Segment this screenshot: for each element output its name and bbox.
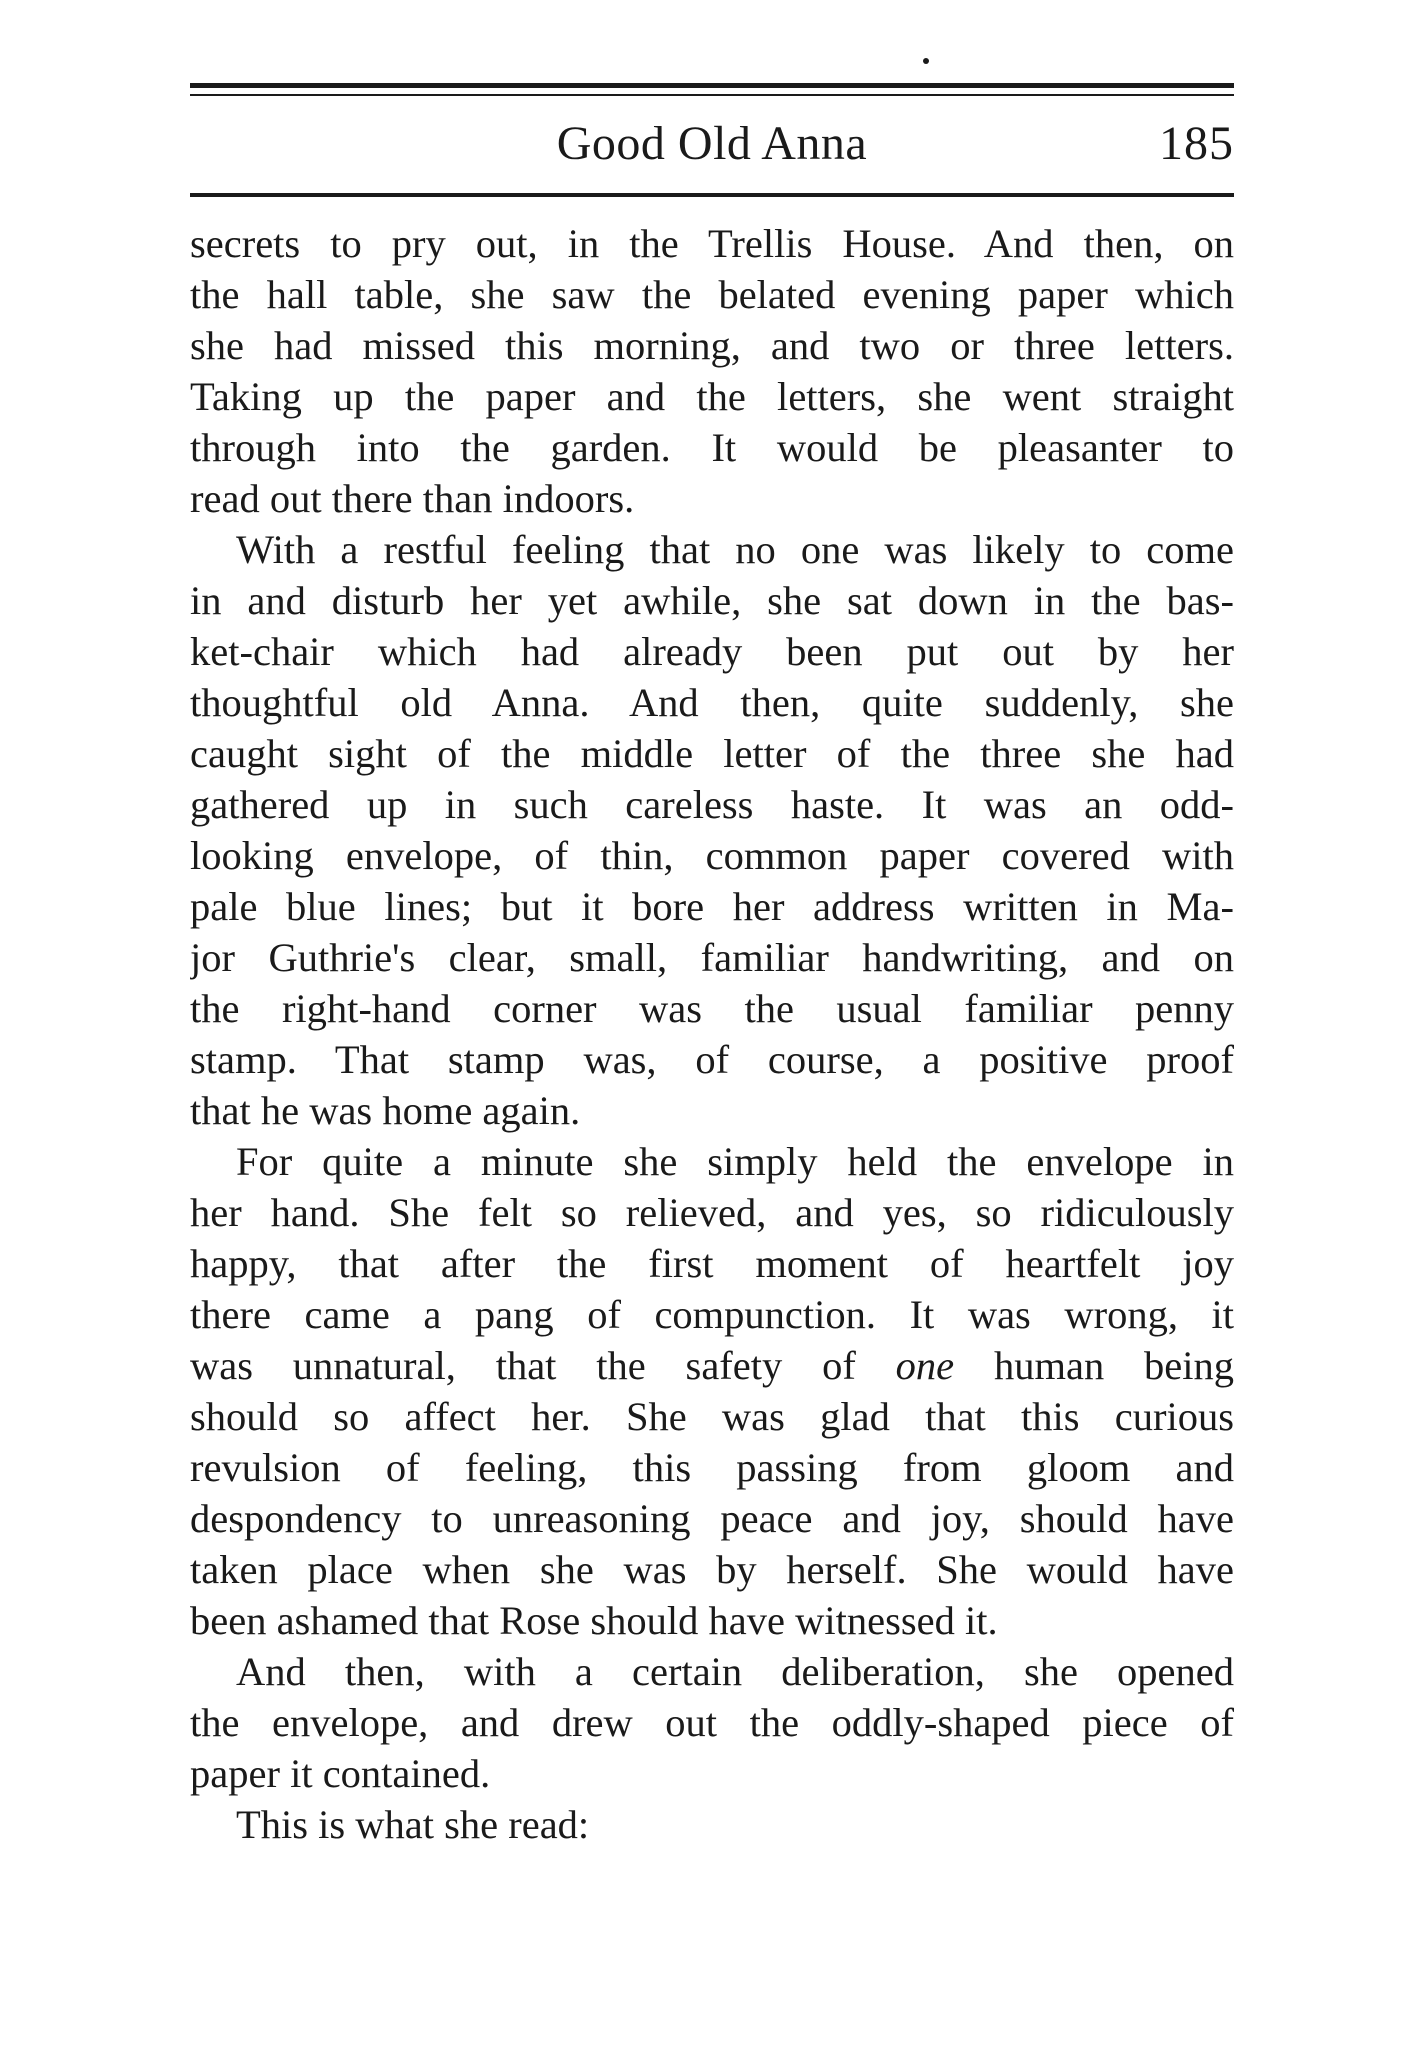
italic-word: one bbox=[895, 1343, 955, 1388]
print-speck bbox=[923, 58, 929, 64]
text-line: With a restful feeling that no one was likely to come bbox=[236, 527, 1234, 572]
text-line: the envelope, and drew out the oddly-shaped piece of bbox=[190, 1700, 1234, 1745]
header-rule-bottom bbox=[190, 193, 1234, 197]
text-line: ket-chair which had already been put out by her bbox=[190, 629, 1234, 674]
running-head bbox=[190, 112, 1234, 182]
text-line: looking envelope, of thin, common paper covered with bbox=[190, 833, 1234, 878]
text-line: And then, with a certain deliberation, she opened bbox=[236, 1649, 1234, 1694]
text-line: she had missed this morning, and two or three letters. bbox=[190, 323, 1234, 368]
text-line: the right-hand corner was the usual familiar penny bbox=[190, 986, 1234, 1031]
text-line: in and disturb her yet awhile, she sat down in the bas- bbox=[190, 578, 1234, 623]
text-line: thoughtful old Anna. And then, quite suddenly, she bbox=[190, 680, 1234, 725]
text-line: there came a pang of compunction. It was wrong, it bbox=[190, 1292, 1234, 1337]
text-line: secrets to pry out, in the Trellis House. And then, on bbox=[190, 221, 1234, 266]
text-line: stamp. That stamp was, of course, a positive proof bbox=[190, 1037, 1234, 1082]
text-line: This is what she read: bbox=[236, 1802, 590, 1847]
text-line: gathered up in such careless haste. It was an odd- bbox=[190, 782, 1234, 827]
text-line: should so affect her. She was glad that this curious bbox=[190, 1394, 1234, 1439]
header-rule-thick bbox=[190, 83, 1234, 88]
header-rule-thin bbox=[190, 94, 1234, 96]
text-line: read out there than indoors. bbox=[190, 476, 635, 521]
text-segment: was unnatural, that the safety of bbox=[190, 1343, 896, 1388]
text-line: taken place when she was by herself. She would have bbox=[190, 1547, 1234, 1592]
body-text bbox=[190, 218, 1234, 1850]
text-line: jor Guthrie's clear, small, familiar handwriting, and on bbox=[190, 935, 1234, 980]
text-line: pale blue lines; but it bore her address written in Ma- bbox=[190, 884, 1234, 929]
text-line: despondency to unreasoning peace and joy, should have bbox=[190, 1496, 1234, 1541]
text-line: her hand. She felt so relieved, and yes, so ridiculously bbox=[190, 1190, 1234, 1235]
text-line: paper it contained. bbox=[190, 1751, 491, 1796]
text-line-with-italic bbox=[190, 1340, 1234, 1391]
text-line: caught sight of the middle letter of the three she had bbox=[190, 731, 1234, 776]
text-line: Taking up the paper and the letters, she went straight bbox=[190, 374, 1234, 419]
text-line: happy, that after the first moment of heartfelt joy bbox=[190, 1241, 1234, 1286]
text-line: through into the garden. It would be pleasanter to bbox=[190, 425, 1234, 470]
text-line: For quite a minute she simply held the envelope in bbox=[236, 1139, 1234, 1184]
text-line: the hall table, she saw the belated evening paper which bbox=[190, 272, 1234, 317]
running-title: Good Old Anna bbox=[556, 117, 868, 170]
text-line: been ashamed that Rose should have witnessed it. bbox=[190, 1598, 998, 1643]
text-line: that he was home again. bbox=[190, 1088, 581, 1133]
page-number: 185 bbox=[1159, 117, 1234, 170]
text-segment: human being bbox=[954, 1343, 1234, 1388]
text-line: revulsion of feeling, this passing from gloom and bbox=[190, 1445, 1234, 1490]
